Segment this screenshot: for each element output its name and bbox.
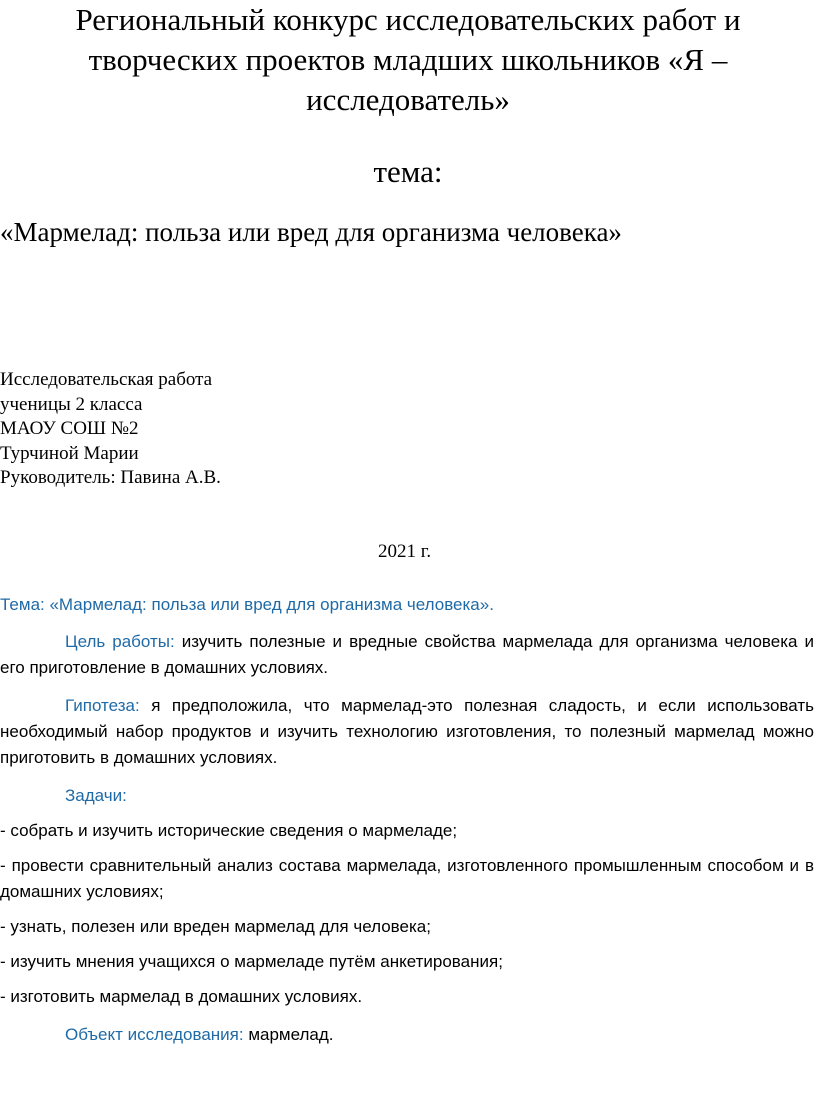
- author-line: Руководитель: Павина А.В.: [0, 467, 221, 488]
- author-line: Исследовательская работа: [0, 369, 213, 390]
- author-line: Турчиной Марии: [0, 442, 139, 464]
- task-item: - собрать и изучить исторические сведения о мармеладе;: [0, 821, 458, 840]
- object-text: мармелад.: [243, 1025, 334, 1044]
- title-line: творческих проектов младших школьников «Я –: [88, 42, 728, 77]
- year: 2021 г.: [378, 541, 432, 562]
- task-item: - провести сравнительный анализ состава мармелада, изготовленного промышленным способом и в домашних условиях;: [0, 856, 814, 901]
- task-item: - изучить мнения учащихся о мармеладе путём анкетирования;: [0, 952, 503, 971]
- author-line: ученицы 2 класса: [0, 393, 143, 415]
- topic-title: «Мармелад: польза или вред для организма человека»: [0, 217, 622, 247]
- topic-line: Тема: «Мармелад: польза или вред для организма человека».: [0, 595, 494, 614]
- goal-paragraph: [0, 629, 814, 681]
- goal-text: изучить полезные и вредные свойства мармелада для организма человека и его приготовление в домашних условиях.: [0, 632, 815, 677]
- object-label: Объект исследования:: [65, 1025, 244, 1044]
- task-item: - изготовить мармелад в домашних условиях.: [0, 987, 363, 1006]
- title-line: Региональный конкурс исследовательских работ и: [75, 2, 741, 37]
- goal-label: Цель работы:: [65, 632, 175, 651]
- tasks-label: Задачи:: [65, 786, 127, 805]
- object-paragraph: [0, 1022, 814, 1048]
- document-body: [0, 592, 814, 1048]
- topic-label: тема:: [373, 154, 443, 189]
- title-line: исследователь»: [306, 82, 510, 117]
- contest-title: [0, 0, 816, 120]
- author-block: [0, 368, 221, 491]
- task-item: - узнать, полезен или вреден мармелад для человека;: [0, 917, 431, 936]
- author-line: МАОУ СОШ №2: [0, 418, 139, 439]
- hypothesis-label: Гипотеза:: [65, 696, 140, 715]
- hypothesis-text: я предположила, что мармелад-это полезная сладость, и если использовать необходимый набор продуктов и изучить технологию изготовления, то полезный мармелад можно приготовить в домашних условиях.: [0, 696, 814, 767]
- hypothesis-paragraph: [0, 693, 814, 771]
